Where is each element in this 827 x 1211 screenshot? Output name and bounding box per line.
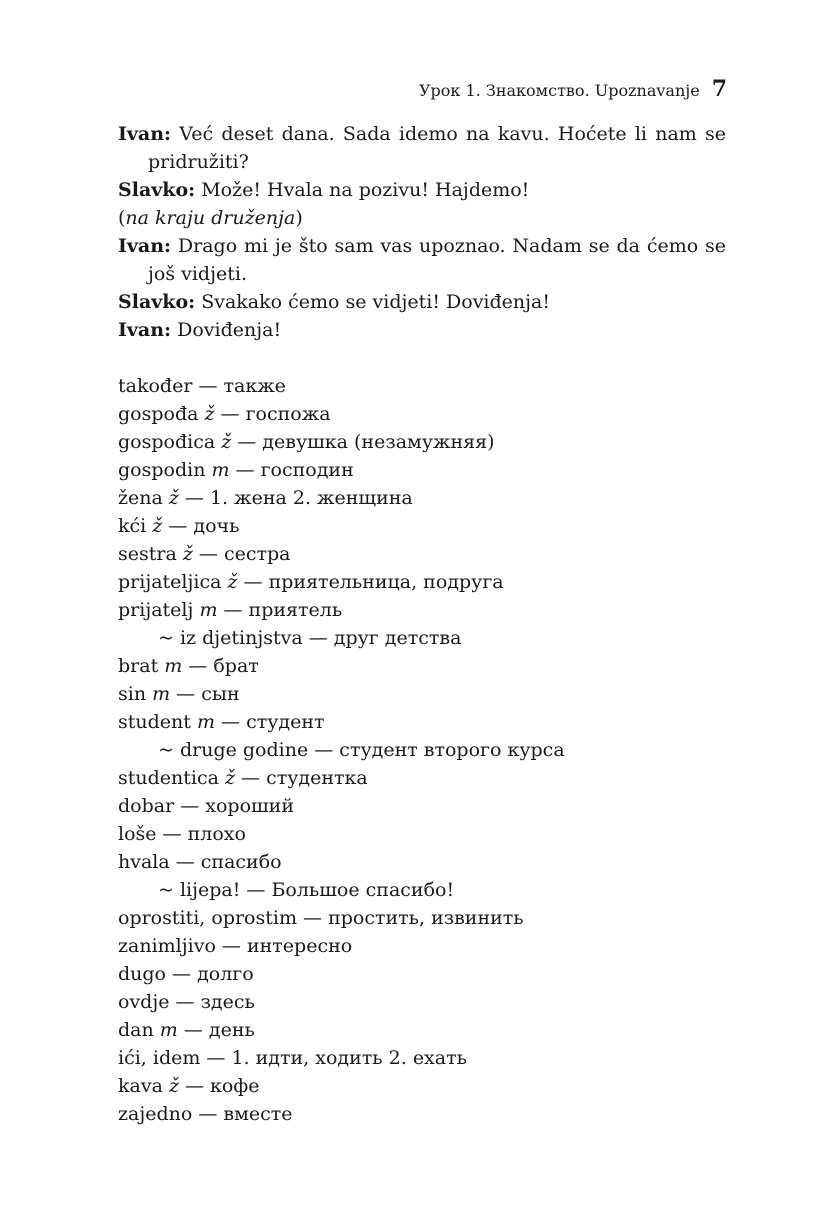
vocab-subentry bbox=[118, 736, 726, 764]
vocab-entry bbox=[118, 484, 726, 512]
vocab-entry bbox=[118, 512, 726, 540]
dialogue-text: Drago mi je što sam vas upoznao. Nadam se da ćemo se još vidjeti. bbox=[148, 235, 726, 285]
vocab-entry bbox=[118, 568, 726, 596]
speaker-name: Ivan: bbox=[118, 319, 172, 341]
vocab-term: prijatelj bbox=[118, 599, 200, 621]
vocab-subentry bbox=[118, 624, 726, 652]
page-header bbox=[419, 76, 727, 102]
vocab-term: kći bbox=[118, 515, 153, 537]
speaker-name: Ivan: bbox=[118, 123, 172, 145]
vocab-term: također bbox=[118, 375, 193, 397]
vocab-translation: — день bbox=[177, 1019, 255, 1041]
vocab-term: hvala bbox=[118, 851, 170, 873]
vocab-term: ~ druge godine bbox=[158, 739, 309, 761]
vocab-translation: — 1. жена 2. женщина bbox=[178, 487, 413, 509]
vocab-translation: — госпожа bbox=[214, 403, 331, 425]
vocab-translation: — простить, извинить bbox=[296, 907, 524, 929]
dialogue bbox=[118, 120, 726, 344]
vocab-translation: — 1. идти, ходить 2. ехать bbox=[200, 1047, 467, 1069]
vocab-entry bbox=[118, 652, 726, 680]
vocab-translation: — студент второго курса bbox=[308, 739, 565, 761]
vocab-term: dobar bbox=[118, 795, 175, 817]
vocab-translation: — Большое спасибо! bbox=[240, 879, 455, 901]
vocab-term: student bbox=[118, 711, 197, 733]
vocab-entry bbox=[118, 960, 726, 988]
vocab-entry bbox=[118, 792, 726, 820]
vocab-entry bbox=[118, 1072, 726, 1100]
vocab-translation: — брат bbox=[182, 655, 259, 677]
vocab-entry bbox=[118, 1044, 726, 1072]
vocab-term: studentica bbox=[118, 767, 225, 789]
dialogue-line bbox=[118, 288, 726, 316]
stage-direction-open: ( bbox=[118, 207, 126, 229]
vocab-translation: — студент bbox=[214, 711, 325, 733]
vocab-term: loše bbox=[118, 823, 157, 845]
stage-direction-close: ) bbox=[295, 207, 303, 229]
vocab-entry bbox=[118, 400, 726, 428]
vocab-entry bbox=[118, 932, 726, 960]
vocab-translation: — здесь bbox=[169, 991, 255, 1013]
vocab-translation: — вместе bbox=[192, 1103, 293, 1125]
vocab-entry bbox=[118, 680, 726, 708]
vocab-gender: m bbox=[159, 1019, 178, 1041]
vocab-gender: m bbox=[211, 459, 230, 481]
vocab-gender: ž bbox=[227, 571, 238, 593]
vocab-entry bbox=[118, 904, 726, 932]
vocab-entry bbox=[118, 596, 726, 624]
vocab-translation: — хороший bbox=[174, 795, 295, 817]
speaker-name: Slavko: bbox=[118, 291, 196, 313]
vocab-entry bbox=[118, 540, 726, 568]
vocab-term: dan bbox=[118, 1019, 160, 1041]
speaker-name: Slavko: bbox=[118, 179, 196, 201]
dialogue-line bbox=[118, 232, 726, 288]
vocab-entry bbox=[118, 428, 726, 456]
dialogue-text: Svakako ćemo se vidjeti! Doviđenja! bbox=[195, 291, 550, 313]
vocab-translation: — приятельница, подруга bbox=[237, 571, 504, 593]
vocab-gender: ž bbox=[225, 767, 236, 789]
vocab-term: zajedno bbox=[118, 1103, 193, 1125]
vocab-gender: m bbox=[199, 599, 218, 621]
vocab-entry bbox=[118, 820, 726, 848]
dialogue-text: Može! Hvala na pozivu! Hajdemo! bbox=[195, 179, 530, 201]
vocab-gender: ž bbox=[204, 403, 215, 425]
vocab-term: sin bbox=[118, 683, 153, 705]
vocab-gender: m bbox=[196, 711, 215, 733]
vocab-entry bbox=[118, 848, 726, 876]
vocab-gender: m bbox=[164, 655, 183, 677]
vocab-term: sestra bbox=[118, 543, 183, 565]
vocab-entry bbox=[118, 708, 726, 736]
page-number: 7 bbox=[711, 76, 727, 102]
vocab-translation: — также bbox=[192, 375, 286, 397]
stage-direction bbox=[118, 204, 726, 232]
vocab-gender: m bbox=[152, 683, 171, 705]
vocab-entry bbox=[118, 1016, 726, 1044]
vocab-term: žena bbox=[118, 487, 169, 509]
vocab-term: ovdje bbox=[118, 991, 170, 1013]
vocab-entry bbox=[118, 764, 726, 792]
vocab-entry bbox=[118, 456, 726, 484]
vocab-gender: ž bbox=[168, 487, 179, 509]
vocab-translation: — кофе bbox=[178, 1075, 260, 1097]
vocab-gender: ž bbox=[168, 1075, 179, 1097]
stage-direction-text: na kraju druženja bbox=[125, 207, 296, 229]
vocab-term: dugo bbox=[118, 963, 167, 985]
vocab-gender: ž bbox=[182, 543, 193, 565]
vocab-term: gospodin bbox=[118, 459, 212, 481]
vocab-term: kava bbox=[118, 1075, 169, 1097]
vocab-translation: — плохо bbox=[156, 823, 246, 845]
vocab-translation: — студентка bbox=[235, 767, 368, 789]
vocab-translation: — друг детства bbox=[302, 627, 462, 649]
vocab-subentry bbox=[118, 876, 726, 904]
dialogue-text: Doviđenja! bbox=[171, 319, 282, 341]
vocab-term: gospođica bbox=[118, 431, 222, 453]
dialogue-line bbox=[118, 316, 726, 344]
dialogue-line bbox=[118, 176, 726, 204]
vocab-entry bbox=[118, 1100, 726, 1128]
speaker-name: Ivan: bbox=[118, 235, 172, 257]
vocab-entry bbox=[118, 988, 726, 1016]
vocab-term: zanimljivo bbox=[118, 935, 216, 957]
vocab-translation: — спасибо bbox=[169, 851, 282, 873]
dialogue-line bbox=[118, 120, 726, 176]
vocab-gender: ž bbox=[152, 515, 163, 537]
vocab-translation: — дочь bbox=[162, 515, 240, 537]
vocab-term: prijateljica bbox=[118, 571, 228, 593]
vocab-term: ~ iz djetinjstva bbox=[158, 627, 303, 649]
vocab-gender: ž bbox=[221, 431, 232, 453]
dialogue-text: Već deset dana. Sada idemo na kavu. Hoćete li nam se pridružiti? bbox=[148, 123, 726, 173]
vocabulary-list bbox=[118, 372, 726, 1128]
vocab-term: oprostiti, oprostim bbox=[118, 907, 297, 929]
vocab-translation: — сын bbox=[170, 683, 240, 705]
vocab-translation: — приятель bbox=[217, 599, 343, 621]
vocab-translation: — интересно bbox=[215, 935, 353, 957]
vocab-entry bbox=[118, 372, 726, 400]
page-content bbox=[118, 120, 726, 1128]
vocab-translation: — девушка (незамужняя) bbox=[231, 431, 495, 453]
vocab-translation: — сестра bbox=[192, 543, 291, 565]
vocab-term: brat bbox=[118, 655, 165, 677]
vocab-translation: — долго bbox=[166, 963, 254, 985]
vocab-term: ići, idem bbox=[118, 1047, 201, 1069]
running-title: Урок 1. Знакомство. Upoznavanje bbox=[418, 81, 700, 100]
vocab-translation: — господин bbox=[229, 459, 354, 481]
vocab-term: gospođa bbox=[118, 403, 205, 425]
vocab-term: ~ lijepa! bbox=[158, 879, 241, 901]
